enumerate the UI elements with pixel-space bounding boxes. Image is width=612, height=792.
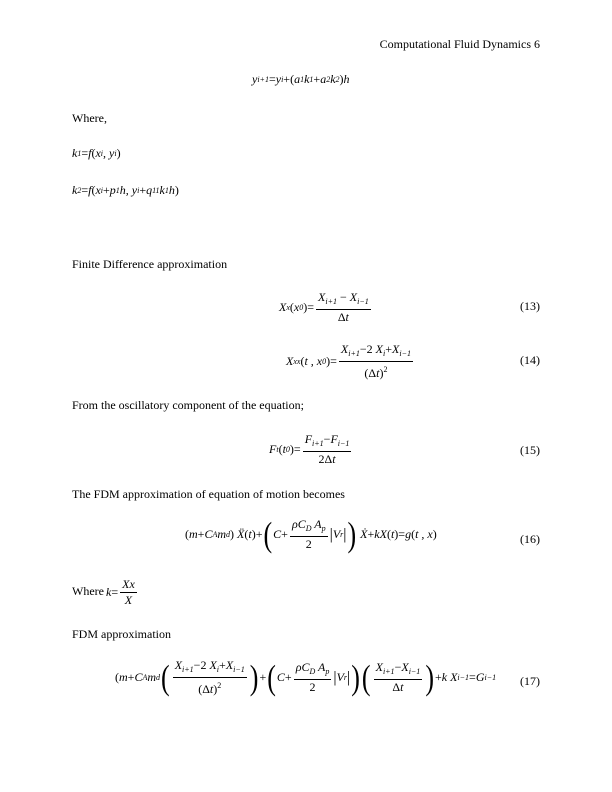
equation-15: F t ( t 0 )= $\frac{F_{i+1}-F_{i-1}}{2\Delta t}$	[269, 432, 350, 466]
equation-13: X x ( x 0 )= $\frac{X_{i+1} - X_{i-1}}{\Delta t}$	[279, 290, 369, 324]
fraction: $\frac{X_{i+1}-2 X_i+X_{i-1}}{(\Delta t)^2}$	[174, 658, 245, 696]
equation-k1: k 1 = f ( x i , y i )	[72, 146, 121, 160]
equation-number-16: (16)	[520, 532, 540, 546]
paragraph-where-k: Where	[72, 584, 104, 598]
fraction: $\frac{\rho C_D A_p}{2}$	[295, 660, 330, 694]
equation-number-15: (15)	[520, 443, 540, 457]
equation-k-definition: k = $\frac{Xx}{X}$	[106, 577, 135, 607]
equation-14: X xx ( t , x 0 )= $\frac{X_{i+1}-2 X_i+X_{i-1}}{(\Delta t)^2}$	[286, 342, 411, 380]
fraction: $\frac{X_{i+1} - X_{i-1}}{\Delta t}$	[318, 290, 369, 324]
heading-fdm-approximation: FDM approximation	[72, 627, 171, 641]
equation-number-14: (14)	[520, 353, 540, 367]
equation-k2: k 2 = f ( x i + p 1 h, y i + q 11 k 1 h )	[72, 183, 179, 197]
equation-17: ( m + C A m d ( $\frac{X_{i+1}-2 X_i+X_{i-1}}{(\Delta t)^2}$ ) + ( C + $\frac{\rho C_D A_p}{2}$ | V r | ) ( $\frac{X_{i+1}-X_{i-1}}{\Delta t}$ ) + k X i−1 = G i−1	[115, 657, 497, 697]
equation-16: ( m + C A m d ) Ẍ ( t )+ ( C + $\frac{\rho C_D A_p}{2}$ | V r | ) Ẋ + kX ( t )= g ( t , x )	[185, 514, 437, 554]
fraction: $\frac{\rho C_D A_p}{2}$	[291, 517, 326, 551]
paragraph-oscillatory: From the oscillatory component of the equation;	[72, 398, 304, 412]
equation-rk-update: y i+1 = y i + ( a 1 k 1 + a 2 k 2 ) h	[252, 72, 350, 86]
fraction: $\frac{X_{i+1}-2 X_i+X_{i-1}}{(\Delta t)^2}$	[340, 342, 411, 380]
paragraph-where: Where,	[72, 111, 107, 125]
fraction: $\frac{X_{i+1}-X_{i-1}}{\Delta t}$	[375, 660, 421, 694]
equation-number-13: (13)	[520, 299, 540, 313]
equation-number-17: (17)	[520, 674, 540, 688]
fraction: $\frac{Xx}{X}$	[122, 577, 135, 607]
paragraph-fdm-motion: The FDM approximation of equation of motion becomes	[72, 487, 345, 501]
heading-finite-difference: Finite Difference approximation	[72, 257, 228, 271]
running-header: Computational Fluid Dynamics 6	[379, 37, 540, 51]
fraction: $\frac{F_{i+1}-F_{i-1}}{2\Delta t}$	[304, 432, 350, 466]
